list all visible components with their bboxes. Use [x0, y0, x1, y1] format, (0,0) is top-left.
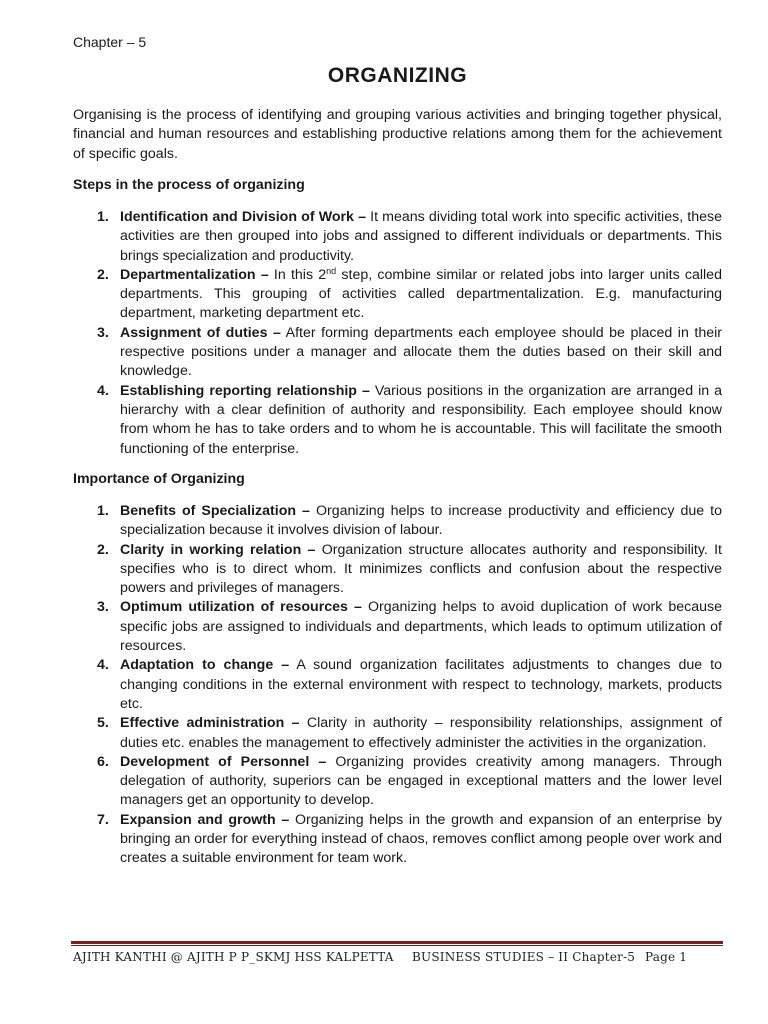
footer-author: AJITH KANTHI @ AJITH P P_SKMJ HSS KALPETTA: [73, 950, 394, 964]
item-term: Effective administration –: [120, 715, 300, 732]
item-text: It means dividing total work into specific activities, these activities are then grouped into jobs and assigned to different individuals or departments. This brings specialization and productivity.: [120, 209, 723, 264]
item-term: Expansion and growth –: [120, 811, 290, 828]
item-text: Organizing helps to avoid duplication of work because specific jobs are assigned to individuals and departments, which leads to optimum utilization of resources.: [120, 599, 722, 655]
item-term: Optimum utilization of resources –: [120, 599, 362, 616]
item-text: Organizing provides creativity among managers. Through delegation of authority, superiors can be engaged in exceptional matters and the lower level managers get an opportunity to develop.: [120, 753, 723, 809]
item-text: Various positions in the organization are arranged in a hierarchy with a clear definition of authority and responsibility. Each employee should know from whom he has to take orders and to whom he is accountable. This will facilitate the smooth functioning of the enterprise.: [120, 382, 722, 457]
item-text: Organizing helps in the growth and expansion of an enterprise by bringing an order for everything instead of chaos, removes conflict among people over work and creates a suitable environment for team work.: [120, 811, 722, 867]
item-number: 1.: [97, 503, 109, 519]
footer-divider-thin: [71, 945, 723, 946]
item-number: 4.: [97, 657, 109, 674]
list-item: [73, 502, 722, 541]
item-term: Departmentalization –: [120, 266, 269, 283]
list-item: [73, 753, 722, 811]
steps-list: [73, 208, 722, 459]
item-number: 3.: [97, 324, 109, 341]
page-title: ORGANIZING: [327, 64, 468, 87]
intro-paragraph: Organising is the process of identifying and grouping various activities and bringing together physical, financial and human resources and establishing productive relations among them for the achievement of specific goals.: [73, 107, 722, 162]
importance-heading: Importance of Organizing: [73, 471, 245, 487]
item-number: 3.: [97, 599, 109, 616]
item-number: 2.: [97, 266, 109, 283]
list-item: [73, 324, 722, 382]
item-number: 4.: [97, 382, 109, 399]
footer-subject: BUSINESS STUDIES – II Chapter-5: [412, 950, 636, 964]
item-number: 7.: [97, 811, 109, 828]
list-item: [73, 656, 722, 714]
steps-heading: Steps in the process of organizing: [73, 177, 305, 193]
list-item: [73, 382, 722, 459]
item-text: A sound organization facilitates adjustments to changes due to changing conditions in the external environment with respect to technology, markets, products etc.: [120, 657, 723, 712]
item-text: Organizing helps to increase productivity and efficiency due to specialization because it involves division of labour.: [120, 503, 722, 539]
footer-page-number: Page 1: [645, 950, 688, 964]
ordinal-suffix: nd: [326, 265, 337, 276]
item-number: 5.: [97, 715, 109, 732]
item-term: Assignment of duties –: [120, 324, 281, 341]
item-term: Identification and Division of Work –: [120, 209, 366, 225]
item-number: 2.: [97, 541, 109, 558]
item-number: 1.: [97, 209, 109, 225]
chapter-label: Chapter – 5: [73, 34, 147, 50]
importance-list: [73, 502, 722, 869]
item-term: Development of Personnel –: [120, 753, 327, 770]
list-item: [73, 541, 722, 599]
item-number: 6.: [97, 753, 109, 770]
item-term: Benefits of Specialization –: [120, 503, 310, 519]
list-item: [73, 598, 722, 656]
list-item: [73, 714, 722, 753]
list-item: [73, 266, 722, 324]
list-item: [73, 811, 722, 869]
item-term: Establishing reporting relationship –: [120, 382, 370, 399]
item-text: Clarity in authority – responsibility relationships, assignment of duties etc. enables the management to effectively administer the activities in the organization.: [120, 715, 722, 751]
footer-divider-thick: [71, 941, 723, 944]
item-term: Clarity in working relation –: [120, 541, 316, 558]
item-text: Organization structure allocates authority and responsibility. It specifies who is to direct whom. It minimizes conflicts and confusion about the respective powers and privileges of managers.: [120, 541, 722, 597]
item-text: In this 2: [268, 266, 327, 283]
item-term: Adaptation to change –: [120, 657, 290, 674]
item-text: step, combine similar or related jobs into larger units called departments. This grouping of activities called departmentalization. E.g. manufacturing department, marketing department etc.: [120, 266, 722, 322]
list-item: [73, 208, 722, 266]
item-text: After forming departments each employee should be placed in their respective positions under a manager and allocate them the duties based on their skill and knowledge.: [120, 324, 722, 380]
